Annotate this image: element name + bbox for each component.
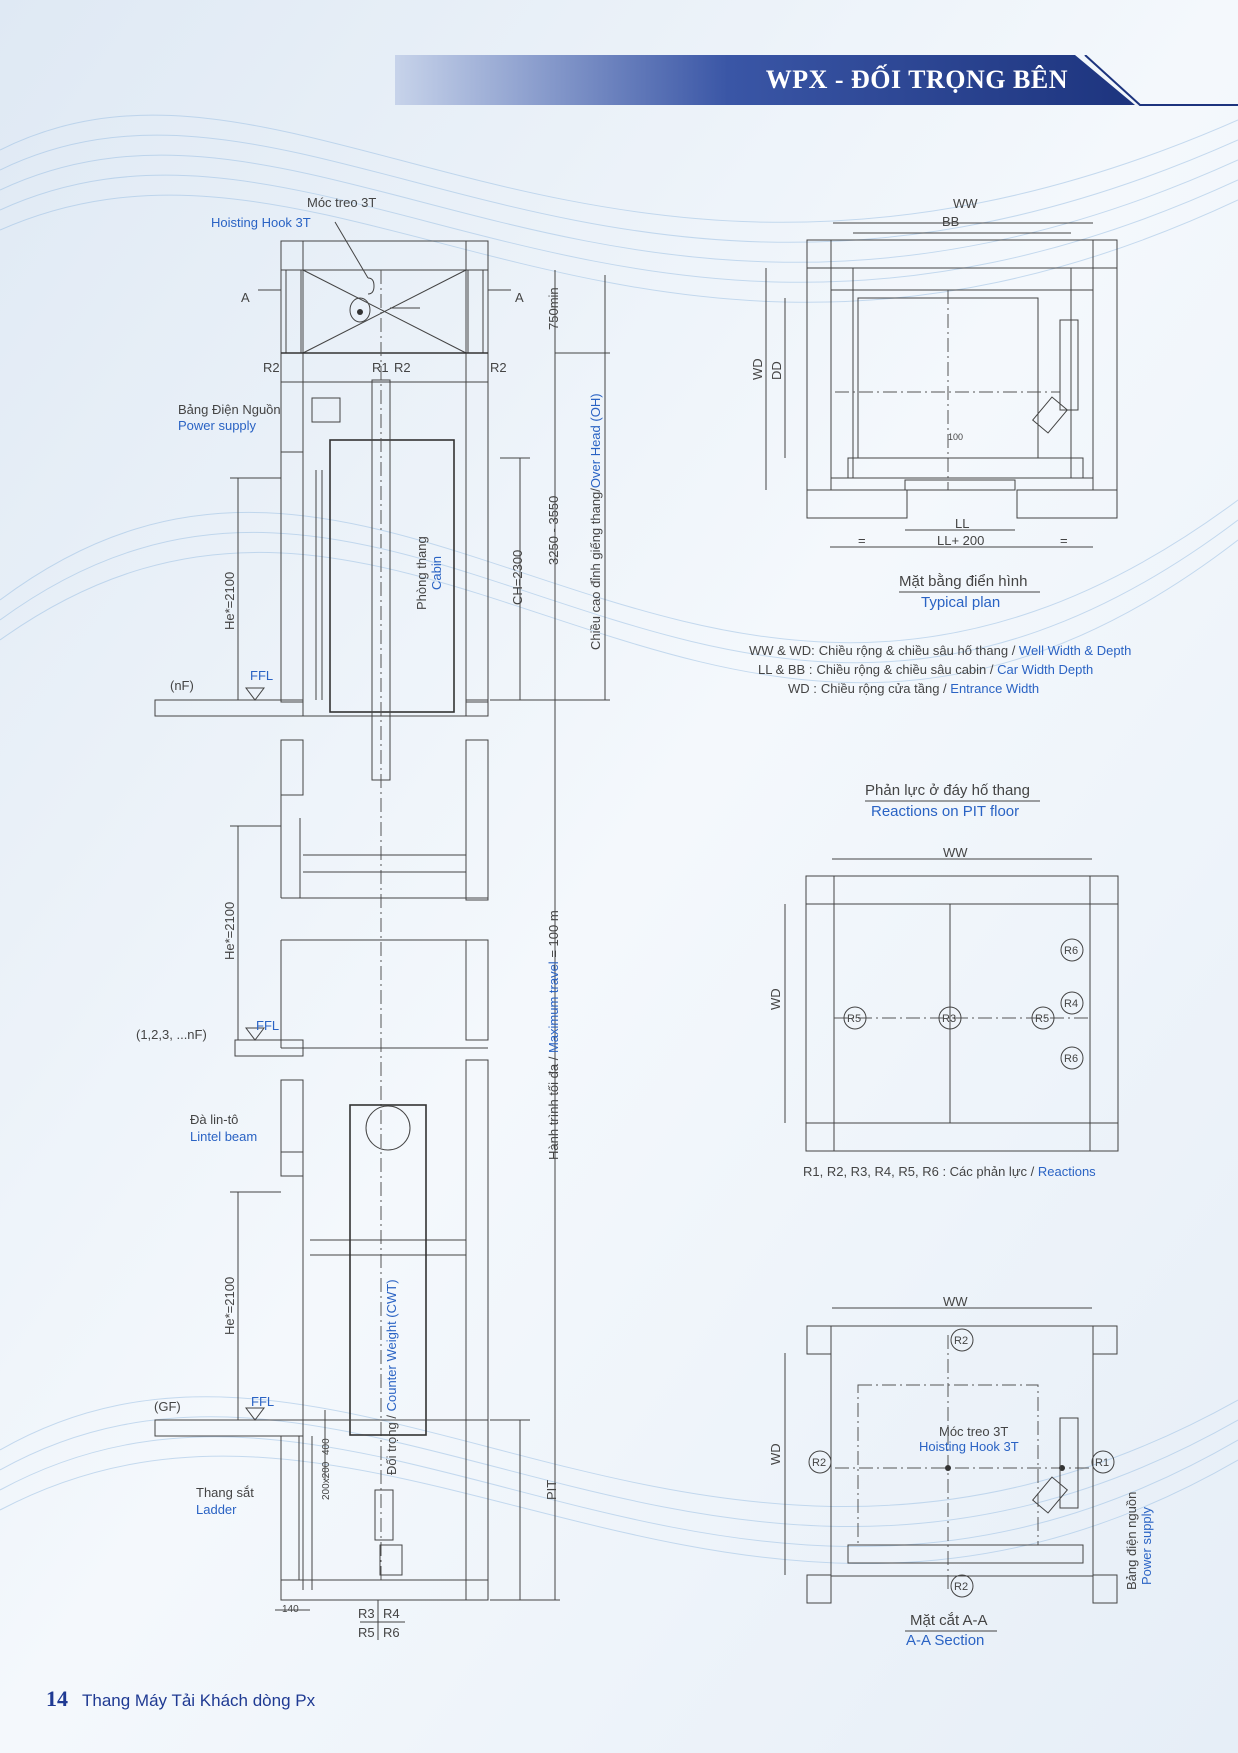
dim-140: 140 bbox=[282, 1604, 299, 1615]
typical-plan-title-en: Typical plan bbox=[921, 594, 1001, 611]
max-travel-label: Hành trình tối đa / Maximum travel = 100 m bbox=[546, 910, 561, 1160]
aa-title-vi: Mặt cắt A-A bbox=[910, 1612, 988, 1629]
plan-eq-right: = bbox=[1060, 533, 1068, 548]
header-banner bbox=[395, 55, 1238, 109]
page-number: 14 bbox=[46, 1686, 68, 1711]
aa-r2-bottom: R2 bbox=[954, 1581, 969, 1593]
page-footer bbox=[46, 1686, 315, 1712]
aa-title-en: A-A Section bbox=[906, 1632, 985, 1649]
legend-row-wd: WD : Chiều rộng cửa tầng / Entrance Width bbox=[788, 681, 1040, 696]
door-height-ground: He*=2100 bbox=[222, 1276, 237, 1335]
reaction-r5: R5 bbox=[358, 1625, 375, 1640]
aa-r2-left: R2 bbox=[812, 1457, 827, 1469]
floor-label-nf: (nF) bbox=[170, 678, 194, 693]
hook-label-en: Hoisting Hook 3T bbox=[211, 215, 311, 230]
plan-ll: LL bbox=[955, 516, 970, 531]
pit-ww: WW bbox=[943, 845, 968, 860]
aa-power-vi: Bảng điện nguồn bbox=[1124, 1491, 1139, 1590]
cabin-label-en: Cabin bbox=[429, 556, 444, 590]
plan-eq-left: = bbox=[858, 533, 866, 548]
reaction-r2-right: R2 bbox=[490, 360, 507, 375]
plan-ww: WW bbox=[953, 196, 978, 211]
footer-title: Thang Máy Tải Khách dòng Px bbox=[82, 1691, 316, 1710]
hook-label-vi: Móc treo 3T bbox=[307, 195, 377, 210]
overhead-range: 3250 - 3550 bbox=[546, 495, 561, 565]
dim-400: 400 bbox=[321, 1438, 332, 1455]
reaction-r2-left: R2 bbox=[263, 360, 280, 375]
overhead-min: 750min bbox=[546, 287, 561, 330]
ladder-label-vi: Thang sắt bbox=[196, 1485, 254, 1500]
cabin-label-vi: Phòng thang bbox=[414, 536, 429, 610]
floor-label-gf: (GF) bbox=[154, 1399, 181, 1414]
aa-hook-en: Hoisting Hook 3T bbox=[919, 1439, 1019, 1454]
plan-100: 100 bbox=[948, 432, 964, 442]
overhead-label: Chiều cao đỉnh giếng thang/Over Head (OH) bbox=[588, 393, 603, 650]
dim-200x200: 200x200 bbox=[321, 1461, 332, 1500]
power-supply-label-en: Power supply bbox=[178, 418, 257, 433]
ffl-label-nf: FFL bbox=[250, 668, 274, 683]
aa-r2-top: R2 bbox=[954, 1335, 969, 1347]
typical-plan-legend bbox=[749, 643, 1131, 696]
pit-legend: R1, R2, R3, R4, R5, R6 : Các phản lực / Reactions bbox=[803, 1164, 1096, 1179]
reaction-r4: R4 bbox=[383, 1606, 400, 1621]
floor-label-mid: (1,2,3, ...nF) bbox=[136, 1027, 207, 1042]
reaction-r2-mid: R2 bbox=[394, 360, 411, 375]
ffl-label-mid: FFL bbox=[256, 1018, 280, 1033]
pit-r4: R4 bbox=[1064, 998, 1079, 1010]
cabin-height: CH=2300 bbox=[510, 549, 525, 605]
plan-bb: BB bbox=[942, 214, 960, 229]
pit-r6-top: R6 bbox=[1064, 945, 1079, 957]
pit-r5: R5 bbox=[847, 1013, 862, 1025]
typical-plan-title-vi: Mặt bằng điển hình bbox=[899, 573, 1028, 590]
reaction-r1: R1 bbox=[372, 360, 389, 375]
aa-wd: WD bbox=[768, 1443, 783, 1465]
lintel-label-en: Lintel beam bbox=[190, 1129, 258, 1144]
pit-r5-right: R5 bbox=[1035, 1013, 1050, 1025]
power-supply-label-vi: Bảng Điện Nguồn bbox=[178, 402, 281, 417]
lintel-label-vi: Đà lin-tô bbox=[190, 1112, 239, 1127]
ffl-label-gf: FFL bbox=[251, 1394, 275, 1409]
pit-title-vi: Phản lực ở đáy hố thang bbox=[865, 782, 1030, 799]
typical-plan bbox=[766, 223, 1117, 547]
door-height-mid: He*=2100 bbox=[222, 901, 237, 960]
section-mark-left: A bbox=[241, 290, 250, 305]
plan-ll200: LL+ 200 bbox=[937, 533, 985, 548]
cwt-label: Đối trọng / Counter Weight (CWT) bbox=[384, 1279, 399, 1475]
aa-hook-vi: Móc treo 3T bbox=[939, 1424, 1009, 1439]
aa-r1: R1 bbox=[1095, 1457, 1110, 1469]
ladder-label-en: Ladder bbox=[196, 1502, 237, 1517]
plan-wd: WD bbox=[750, 358, 765, 380]
pit-label: PIT bbox=[544, 1479, 559, 1500]
pit-r6-bottom: R6 bbox=[1064, 1053, 1079, 1065]
door-height-top: He*=2100 bbox=[222, 571, 237, 630]
plan-dd: DD bbox=[769, 361, 784, 380]
aa-section bbox=[785, 1308, 1117, 1603]
pit-wd: WD bbox=[768, 988, 783, 1010]
pit-r3: R3 bbox=[942, 1013, 957, 1025]
legend-row-ll-bb: LL & BB : Chiều rộng & chiều sâu cabin / Car Width Depth bbox=[758, 662, 1094, 677]
page-title: WPX - ĐỐI TRỌNG BÊN bbox=[765, 65, 1068, 94]
pit-title-en: Reactions on PIT floor bbox=[871, 803, 1020, 820]
section-mark-right: A bbox=[515, 290, 524, 305]
aa-ww: WW bbox=[943, 1294, 968, 1309]
reaction-r3: R3 bbox=[358, 1606, 375, 1621]
reaction-r6: R6 bbox=[383, 1625, 400, 1640]
legend-row-ww-wd: WW & WD: Chiều rộng & chiều sâu hố thang / Well Width & Depth bbox=[749, 643, 1132, 658]
aa-power-en: Power supply bbox=[1139, 1506, 1154, 1585]
